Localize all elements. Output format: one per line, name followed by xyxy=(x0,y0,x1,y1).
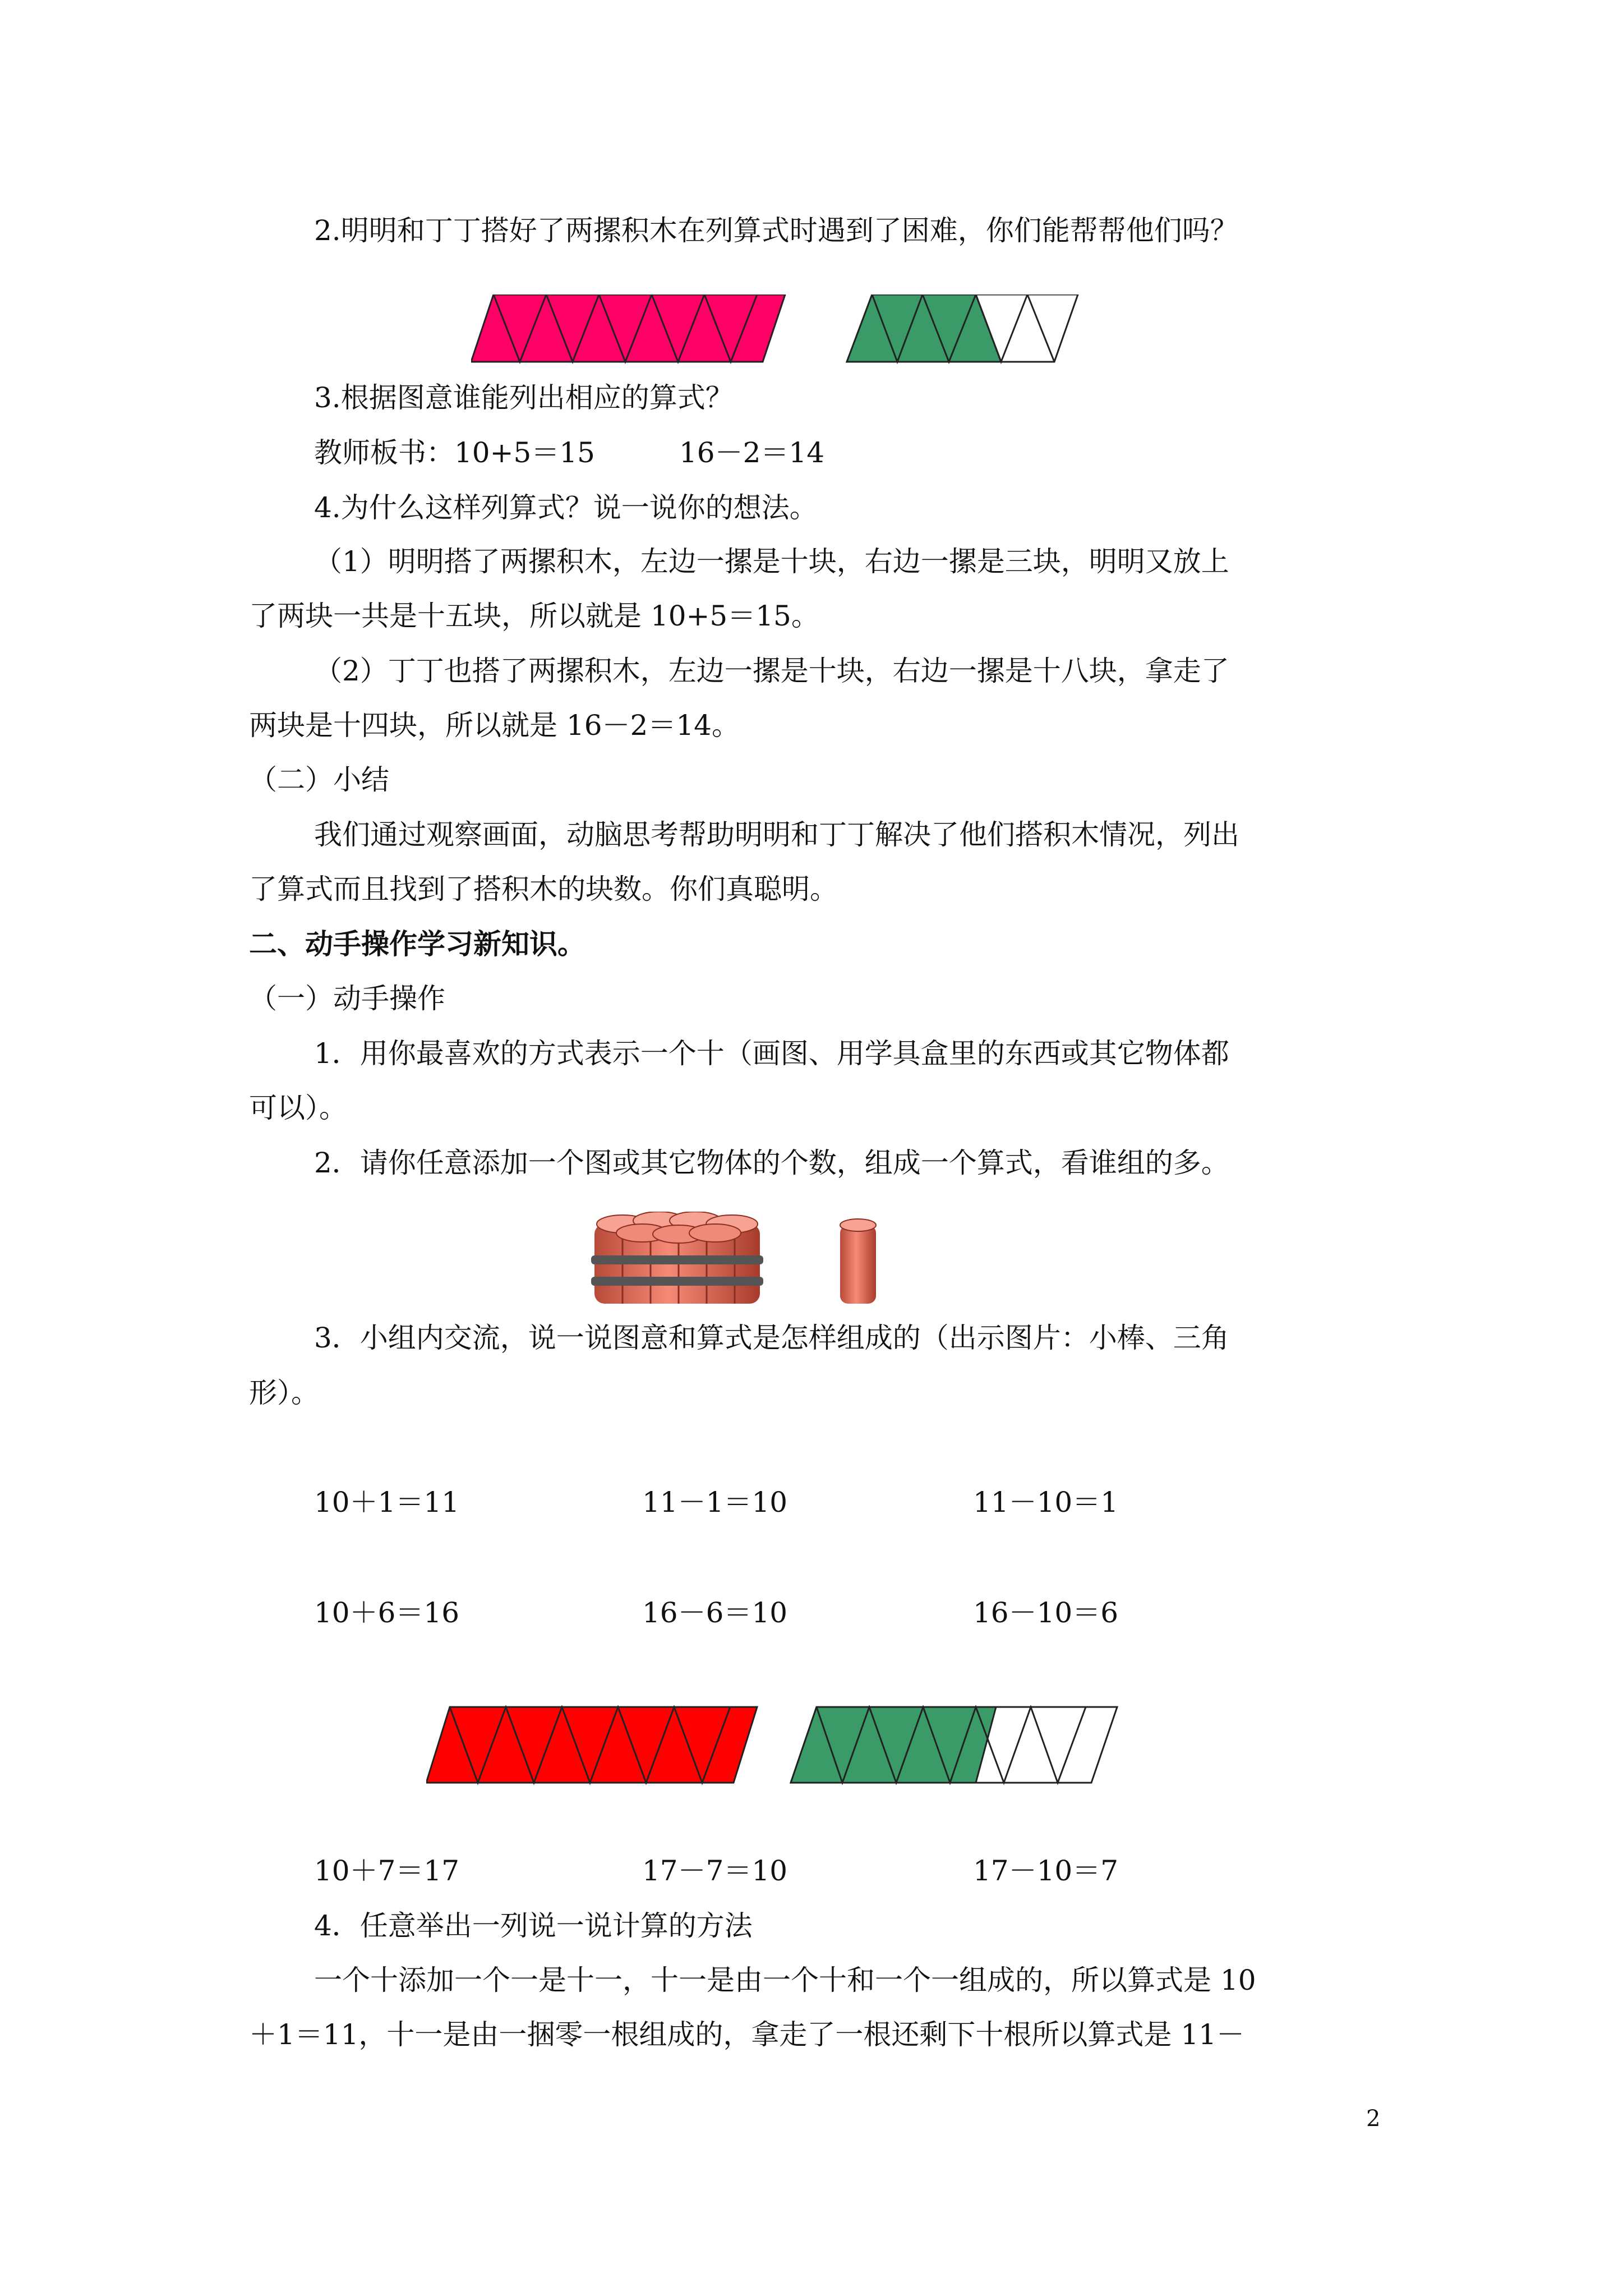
equation: 11－1＝10 xyxy=(642,1486,788,1519)
red-strip xyxy=(426,1707,757,1783)
triangle-strips-figure-1 xyxy=(471,295,1178,365)
text-line: 两块是十四块，所以就是 16－2＝14。 xyxy=(249,709,740,742)
section-heading: （二）小结 xyxy=(249,763,389,796)
single-stick xyxy=(840,1219,876,1304)
equation: 11－10＝1 xyxy=(973,1486,1119,1519)
text-line: 2．请你任意添加一个图或其它物体的个数，组成一个算式，看谁组的多。 xyxy=(314,1147,1229,1179)
triangle-strips-figure-2 xyxy=(426,1705,1122,1787)
ten-stick-bundle xyxy=(591,1212,763,1304)
text-line: 我们通过观察画面，动脑思考帮助明明和丁丁解决了他们搭积木情况，列出 xyxy=(314,818,1239,851)
text-line: 3．小组内交流，说一说图意和算式是怎样组成的（出示图片：小棒、三角 xyxy=(314,1322,1229,1354)
section-heading: 二、动手操作学习新知识。 xyxy=(249,927,585,960)
page-number: 2 xyxy=(1366,2106,1381,2132)
text-line: （1）明明搭了两摞积木，左边一摞是十块，右边一摞是三块，明明又放上 xyxy=(314,545,1229,578)
section-heading: （一）动手操作 xyxy=(249,982,445,1015)
text-line: ＋1＝11，十一是由一捆零一根组成的，拿走了一根还剩下十根所以算式是 11－ xyxy=(249,2018,1244,2051)
text-line: 1．用你最喜欢的方式表示一个十（画图、用学具盒里的东西或其它物体都 xyxy=(314,1037,1229,1070)
text-line: 2.明明和丁丁搭好了两摞积木在列算式时遇到了困难，你们能帮帮他们吗？ xyxy=(314,214,1238,247)
text-line: 形）。 xyxy=(249,1377,319,1409)
text-line: （2）丁丁也搭了两摞积木，左边一摞是十块，右边一摞是十八块，拿走了 xyxy=(314,655,1229,687)
text-line: 4.为什么这样列算式？说一说你的想法。 xyxy=(314,491,818,524)
equation: 10＋6＝16 xyxy=(314,1596,460,1629)
green-white-strip xyxy=(847,295,1078,362)
text-line: 可以）。 xyxy=(249,1092,347,1124)
equation: 16－10＝6 xyxy=(973,1596,1119,1629)
equation: 17－10＝7 xyxy=(973,1855,1119,1887)
text-line: 教师板书：10+5＝15 16－2＝14 xyxy=(314,436,825,469)
pink-strip xyxy=(471,295,785,362)
text-line: 了两块一共是十五块，所以就是 10+5＝15。 xyxy=(249,600,819,632)
text-line: 了算式而且找到了搭积木的块数。你们真聪明。 xyxy=(249,873,838,905)
text-line: 3.根据图意谁能列出相应的算式？ xyxy=(314,381,734,414)
green-white-strip xyxy=(791,1707,1117,1783)
stick-bundle-figure xyxy=(589,1212,903,1307)
equation: 16－6＝10 xyxy=(642,1596,788,1629)
equation: 17－7＝10 xyxy=(642,1855,788,1887)
equation: 10＋1＝11 xyxy=(314,1486,460,1519)
text-line: 一个十添加一个一是十一，十一是由一个十和一个一组成的，所以算式是 10 xyxy=(314,1964,1256,1996)
text-line: 4．任意举出一列说一说计算的方法 xyxy=(314,1910,753,1942)
equation: 10＋7＝17 xyxy=(314,1855,460,1887)
